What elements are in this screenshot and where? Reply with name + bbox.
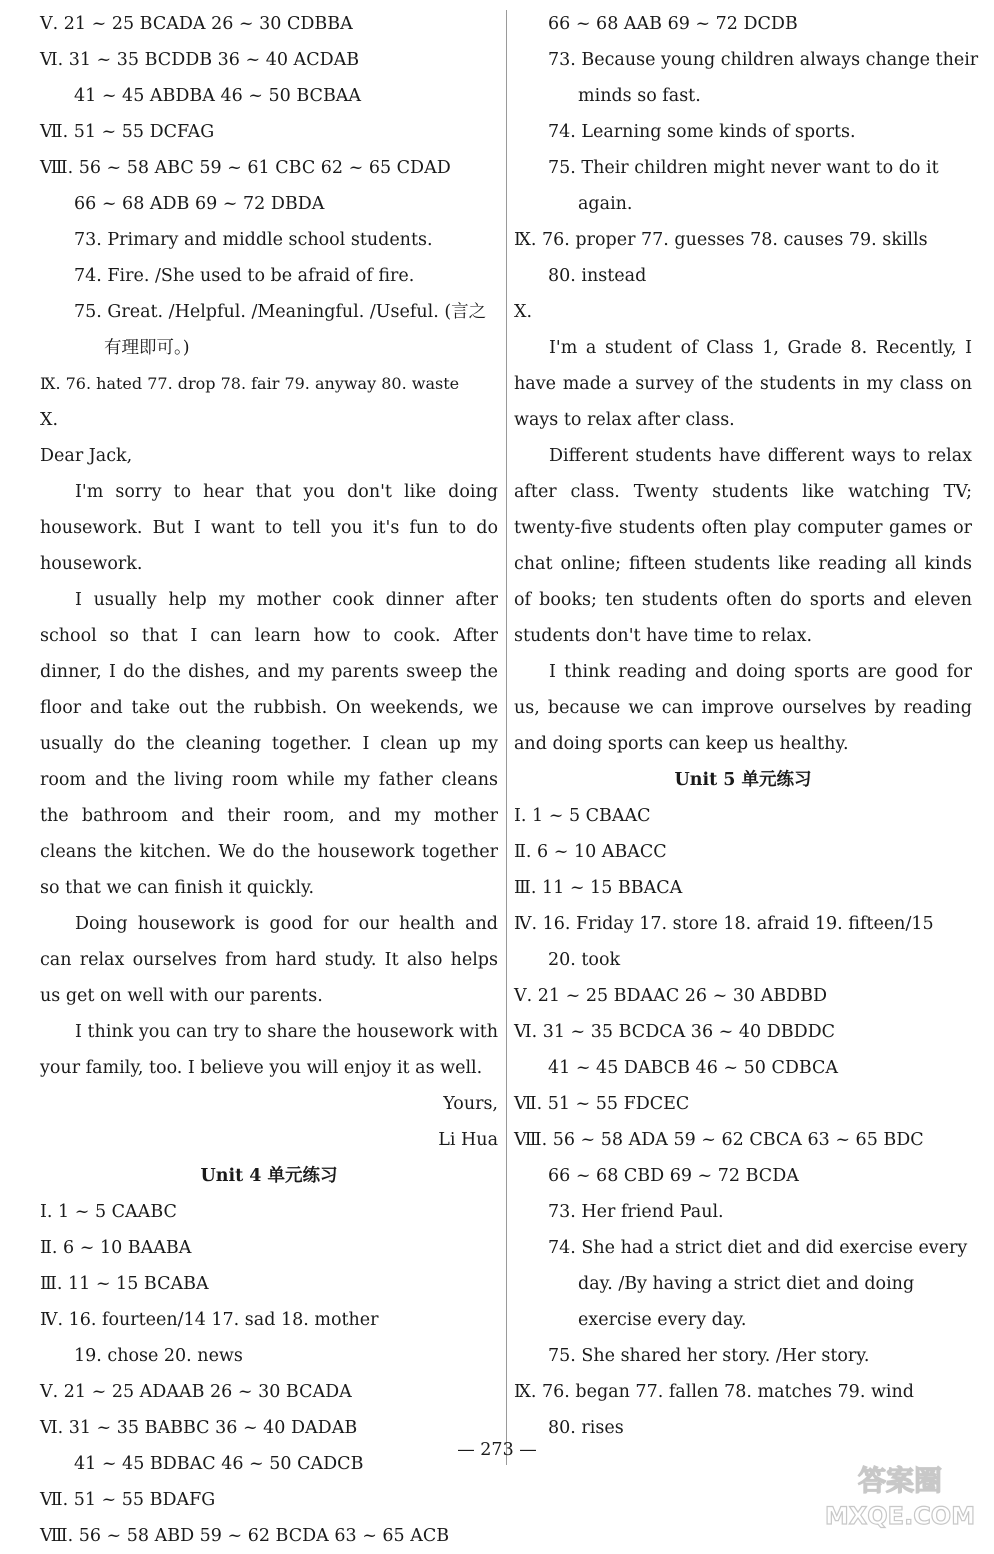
answer-line: Ⅲ. 11 ~ 15 BBACA — [514, 878, 683, 898]
answer-line: 80. instead — [548, 266, 647, 286]
letter-signature: Li Hua — [438, 1130, 498, 1150]
letter-body — [40, 474, 498, 1086]
answer-line: 有理即可。) — [104, 338, 190, 358]
survey-essay — [514, 330, 972, 762]
answer-line: Ⅹ. — [40, 410, 59, 430]
answer-line: Ⅶ. 51 ~ 55 DCFAG — [40, 122, 215, 142]
answer-line: Ⅰ. 1 ~ 5 CBAAC — [514, 806, 651, 826]
letter-paragraph: Doing housework is good for our health and can relax ourselves from hard study. It also helps us get on well with our parents. — [40, 914, 498, 1006]
answer-line: 41 ~ 45 BDBAC 46 ~ 50 CADCB — [74, 1454, 364, 1474]
answer-line: 80. rises — [548, 1418, 624, 1438]
answer-line: 73. Primary and middle school students. — [74, 230, 433, 250]
answer-line: 73. Her friend Paul. — [548, 1202, 724, 1222]
answer-line: Ⅸ. 76. proper 77. guesses 78. causes 79. skills — [514, 230, 928, 250]
answer-line: Ⅳ. 16. Friday 17. store 18. afraid 19. fifteen/15 — [514, 914, 934, 934]
left-column — [40, 6, 498, 1554]
essay-paragraph: I think reading and doing sports are good for us, because we can improve ourselves by reading and doing sports can keep us healthy. — [514, 662, 972, 754]
page-number: — 273 — — [457, 1440, 537, 1460]
answer-line: 66 ~ 68 CBD 69 ~ 72 BCDA — [548, 1166, 799, 1186]
svg-text:答案圈: 答案圈 — [857, 1464, 943, 1497]
letter-closing: Yours, — [443, 1094, 498, 1114]
answer-line: Ⅷ. 56 ~ 58 ADA 59 ~ 62 CBCA 63 ~ 65 BDC — [514, 1130, 924, 1150]
answer-line: Ⅵ. 31 ~ 35 BABBC 36 ~ 40 DADAB — [40, 1418, 358, 1438]
answer-line: Ⅱ. 6 ~ 10 BAABA — [40, 1238, 192, 1258]
essay-paragraph: Different students have different ways to relax after class. Twenty students like watching TV; twenty-five students often play computer games or chat online; fifteen students like reading all kinds of books; ten students often do sports and eleven students don't have time to relax. — [514, 446, 972, 646]
watermark-logo — [822, 1460, 978, 1530]
letter-paragraph: I'm sorry to hear that you don't like doing housework. But I want to tell you it's fun to do housework. — [40, 482, 498, 574]
answer-line: Ⅷ. 56 ~ 58 ABD 59 ~ 62 BCDA 63 ~ 65 ACB — [40, 1526, 450, 1546]
answer-line: 74. Fire. /She used to be afraid of fire. — [74, 266, 415, 286]
right-column — [514, 6, 979, 1446]
answer-line: Ⅰ. 1 ~ 5 CAABC — [40, 1202, 177, 1222]
answer-line: Ⅴ. 21 ~ 25 BCADA 26 ~ 30 CDBBA — [40, 14, 353, 34]
letter-greeting: Dear Jack, — [40, 446, 133, 466]
letter-paragraph: I usually help my mother cook dinner after school so that I can learn how to cook. After dinner, I do the dishes, and my parents sweep the floor and take out the rubbish. On weekends, we usually do the cleaning together. I clean up my room and the living room while my father cleans the bathroom and their room, and my mother cleans the kitchen. We do the housework together so that we can finish it quickly. — [40, 590, 498, 898]
answer-line: Ⅱ. 6 ~ 10 ABACC — [514, 842, 667, 862]
letter-paragraph: I think you can try to share the housework with your family, too. I believe you will enjoy it as well. — [40, 1022, 498, 1078]
answer-line: Ⅸ. 76. began 77. fallen 78. matches 79. wind — [514, 1382, 914, 1402]
answer-line: 74. Learning some kinds of sports. — [548, 122, 856, 142]
essay-paragraph: I'm a student of Class 1, Grade 8. Recently, I have made a survey of the students in my class on ways to relax after class. — [514, 338, 972, 430]
answer-line: 75. She shared her story. /Her story. — [548, 1346, 870, 1366]
answer-line: 20. took — [548, 950, 621, 970]
answer-line: again. — [578, 194, 633, 214]
answer-line: Ⅶ. 51 ~ 55 FDCEC — [514, 1094, 690, 1114]
letter — [40, 438, 498, 1158]
answer-line: 66 ~ 68 AAB 69 ~ 72 DCDB — [548, 14, 798, 34]
answer-line: 19. chose 20. news — [74, 1346, 243, 1366]
answer-line: Ⅴ. 21 ~ 25 BDAAC 26 ~ 30 ABDBD — [514, 986, 828, 1006]
answer-line: 73. Because young children always change their — [548, 50, 979, 70]
answer-line: Ⅸ. 76. hated 77. drop 78. fair 79. anyway 80. waste — [40, 374, 460, 393]
answer-line: 41 ~ 45 ABDBA 46 ~ 50 BCBAA — [74, 86, 362, 106]
answer-line: 41 ~ 45 DABCB 46 ~ 50 CDBCA — [548, 1058, 839, 1078]
answer-line: 66 ~ 68 ADB 69 ~ 72 DBDA — [74, 194, 325, 214]
unit-4-heading: Unit 4 单元练习 — [200, 1166, 338, 1186]
answer-line: 75. Great. /Helpful. /Meaningful. /Useful. (言之 — [74, 302, 487, 322]
column-divider — [506, 10, 507, 1465]
answer-line: Ⅲ. 11 ~ 15 BCABA — [40, 1274, 209, 1294]
answer-line: Ⅵ. 31 ~ 35 BCDDB 36 ~ 40 ACDAB — [40, 50, 360, 70]
answer-line: 75. Their children might never want to do it — [548, 158, 939, 178]
answer-line: exercise every day. — [578, 1310, 747, 1330]
svg-text:MXQE.COM: MXQE.COM — [824, 1502, 976, 1530]
answer-line: Ⅶ. 51 ~ 55 BDAFG — [40, 1490, 216, 1510]
answer-line: minds so fast. — [578, 86, 701, 106]
answer-line: Ⅳ. 16. fourteen/14 17. sad 18. mother — [40, 1310, 379, 1330]
answer-line: Ⅵ. 31 ~ 35 BCDCA 36 ~ 40 DBDDC — [514, 1022, 836, 1042]
answer-line: 74. She had a strict diet and did exercise every — [548, 1238, 968, 1258]
answer-line: day. /By having a strict diet and doing — [578, 1274, 915, 1294]
answer-line: Ⅴ. 21 ~ 25 ADAAB 26 ~ 30 BCADA — [40, 1382, 352, 1402]
answer-line: Ⅷ. 56 ~ 58 ABC 59 ~ 61 CBC 62 ~ 65 CDAD — [40, 158, 451, 178]
answer-line: Ⅹ. — [514, 302, 533, 322]
unit-5-heading: Unit 5 单元练习 — [674, 770, 812, 790]
